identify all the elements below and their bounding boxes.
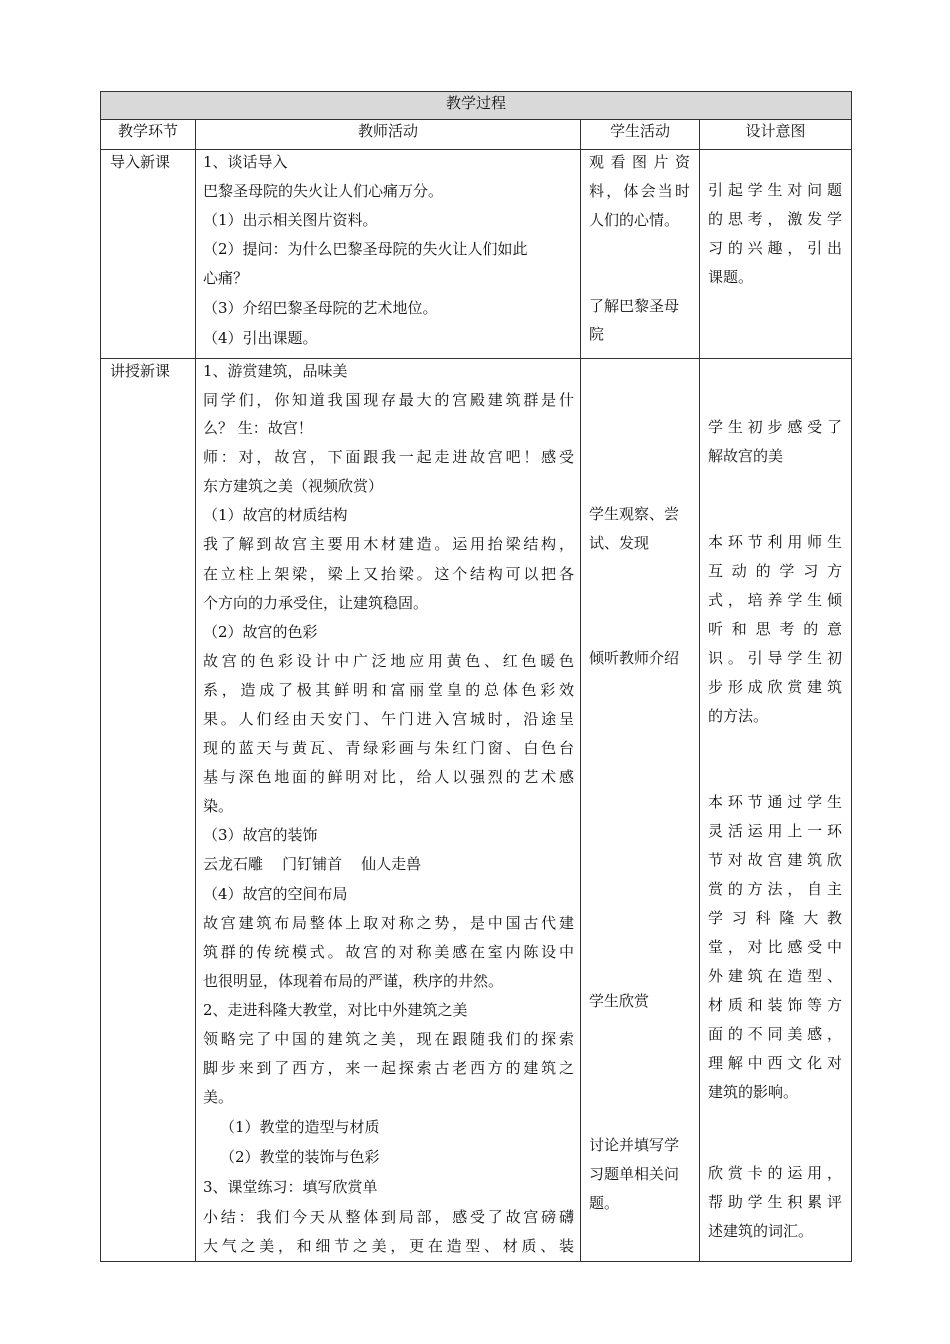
table-row-intro bbox=[101, 150, 852, 359]
teacher-line: 美。 bbox=[203, 1088, 234, 1106]
teacher-line: 基与深色地面的鲜明对比，给人以强烈的艺术感 bbox=[203, 768, 574, 786]
teacher-line: 云龙石雕 门钉铺首 仙人走兽 bbox=[203, 855, 422, 873]
intent-line: 学习科隆大教 bbox=[708, 909, 843, 927]
intent-line: 的思考，激发学 bbox=[708, 210, 843, 228]
student-line: 学生观察、尝 bbox=[589, 505, 680, 523]
teacher-line: 师：对，故宫，下面跟我一起走进故宫吧！感受 bbox=[203, 448, 574, 466]
intent-line: 识。引导学生初 bbox=[708, 649, 843, 667]
teacher-line: 在立柱上架梁，梁上又抬梁。这个结构可以把各 bbox=[203, 565, 574, 583]
teacher-line: 我了解到故宫主要用木材建造。运用抬梁结构， bbox=[203, 535, 574, 553]
intent-line: 学生初步感受了 bbox=[708, 418, 843, 436]
intent-line: 建筑的影响。 bbox=[708, 1083, 799, 1101]
teacher-line: 3、课堂练习：填写欣赏单 bbox=[203, 1178, 378, 1196]
intent-line: 步形成欣赏建筑 bbox=[708, 678, 843, 696]
teacher-cell-intro bbox=[196, 150, 581, 359]
table-title-row bbox=[101, 92, 852, 120]
teacher-line: 1、游赏建筑，品味美 bbox=[203, 362, 348, 380]
table-row-new-lesson bbox=[101, 359, 852, 1262]
intent-line: 习的兴趣，引出 bbox=[708, 239, 843, 257]
teacher-line: 现的蓝天与黄瓦、青绿彩画与朱红门窗、白色台 bbox=[203, 739, 574, 757]
intent-line: 欣赏卡的运用， bbox=[708, 1164, 843, 1182]
intent-line: 面的不同美感， bbox=[708, 1025, 843, 1043]
student-line: 讨论并填写学 bbox=[589, 1136, 680, 1154]
stage-label-intro: 导入新课 bbox=[110, 153, 171, 171]
intent-cell-intro bbox=[700, 150, 852, 359]
student-line: 倾听教师介绍 bbox=[589, 649, 680, 667]
header-teacher-activity: 教师活动 bbox=[196, 120, 581, 150]
intent-line: 述建筑的词汇。 bbox=[708, 1222, 814, 1240]
teacher-line: 2、走进科隆大教堂，对比中外建筑之美 bbox=[203, 1001, 468, 1019]
intent-line: 的方法。 bbox=[708, 707, 769, 725]
stage-label-new-lesson: 讲授新课 bbox=[110, 362, 171, 380]
student-line: 了解巴黎圣母 bbox=[589, 297, 680, 315]
student-cell-intro bbox=[581, 150, 700, 359]
intent-line: 课题。 bbox=[708, 268, 754, 286]
teacher-line: 故宫建筑布局整体上取对称之势，是中国古代建 bbox=[203, 914, 574, 932]
teacher-line: （2）故宫的色彩 bbox=[203, 623, 318, 641]
table-title: 教学过程 bbox=[101, 92, 852, 120]
intent-line: 节对故宫建筑欣 bbox=[708, 851, 843, 869]
intent-line: 灵活运用上一环 bbox=[708, 822, 843, 840]
teacher-line: 染。 bbox=[203, 797, 234, 815]
intent-line: 理解中西文化对 bbox=[708, 1054, 843, 1072]
teacher-line: （2）教堂的装饰与色彩 bbox=[220, 1148, 380, 1166]
teacher-line: 东方建筑之美（视频欣赏） bbox=[203, 477, 384, 495]
student-line: 院 bbox=[589, 325, 605, 343]
teaching-process-table bbox=[100, 91, 852, 1262]
stage-cell-new-lesson bbox=[101, 359, 196, 1262]
teacher-line: （4）故宫的空间布局 bbox=[203, 885, 348, 903]
teacher-line: 系，造成了极其鲜明和富丽堂皇的总体色彩效 bbox=[203, 681, 574, 699]
student-line: 习题单相关问 bbox=[589, 1165, 680, 1183]
teacher-line: （3）介绍巴黎圣母院的艺术地位。 bbox=[203, 299, 438, 317]
table-header-row bbox=[101, 120, 852, 150]
teacher-line: 领略完了中国的建筑之美，现在跟随我们的探索 bbox=[203, 1030, 574, 1048]
student-cell-new-lesson bbox=[581, 359, 700, 1262]
student-line: 题。 bbox=[589, 1194, 620, 1212]
teacher-line: （1）故宫的材质结构 bbox=[203, 506, 348, 524]
intent-line: 帮助学生积累评 bbox=[708, 1193, 843, 1211]
teacher-line: 同学们，你知道我国现存最大的宫殿建筑群是什 bbox=[203, 391, 574, 409]
teacher-line: 脚步来到了西方，来一起探索古老西方的建筑之 bbox=[203, 1059, 574, 1077]
teacher-line: 么？ 生：故宫！ bbox=[203, 419, 313, 437]
teacher-line: （1）教堂的造型与材质 bbox=[220, 1118, 380, 1136]
student-line: 试、发现 bbox=[589, 534, 650, 552]
stage-cell-intro bbox=[101, 150, 196, 359]
intent-line: 本环节通过学生 bbox=[708, 793, 843, 811]
intent-line: 堂，对比感受中 bbox=[708, 938, 843, 956]
teacher-line: 心痛？ bbox=[203, 269, 249, 287]
intent-line: 互动的学习方 bbox=[708, 562, 843, 580]
intent-line: 引起学生对问题 bbox=[708, 181, 843, 199]
header-stage: 教学环节 bbox=[101, 120, 196, 150]
student-line: 观看图片资 bbox=[589, 153, 690, 171]
student-line: 料，体会当时 bbox=[589, 182, 690, 200]
intent-line: 材质和装饰等方 bbox=[708, 996, 843, 1014]
intent-line: 式，培养学生倾 bbox=[708, 591, 843, 609]
teacher-line: （4）引出课题。 bbox=[203, 329, 318, 347]
teacher-line: 果。人们经由天安门、午门进入宫城时，沿途呈 bbox=[203, 710, 574, 728]
teacher-line: 大气之美，和细节之美，更在造型、材质、装 bbox=[203, 1237, 574, 1255]
student-line: 人们的心情。 bbox=[589, 211, 680, 229]
teacher-line: （1）出示相关图片资料。 bbox=[203, 211, 378, 229]
intent-line: 赏的方法，自主 bbox=[708, 880, 843, 898]
teacher-cell-new-lesson bbox=[196, 359, 581, 1262]
student-line: 学生欣赏 bbox=[589, 992, 650, 1010]
header-design-intent: 设计意图 bbox=[700, 120, 852, 150]
intent-line: 本环节利用师生 bbox=[708, 533, 843, 551]
teacher-line: （2）提问：为什么巴黎圣母院的失火让人们如此 bbox=[203, 240, 528, 258]
teacher-line: 巴黎圣母院的失火让人们心痛万分。 bbox=[203, 182, 444, 200]
intent-line: 外建筑在造型、 bbox=[708, 967, 843, 985]
intent-line: 解故宫的美 bbox=[708, 447, 784, 465]
teacher-line: （3）故宫的装饰 bbox=[203, 826, 318, 844]
teacher-line: 1、谈话导入 bbox=[203, 153, 288, 171]
teacher-line: 小结：我们今天从整体到局部，感受了故宫磅礴 bbox=[203, 1208, 574, 1226]
header-student-activity: 学生活动 bbox=[581, 120, 700, 150]
intent-cell-new-lesson bbox=[700, 359, 852, 1262]
teacher-line: 故宫的色彩设计中广泛地应用黄色、红色暖色 bbox=[203, 652, 574, 670]
teacher-line: 个方向的力承受住，让建筑稳固。 bbox=[203, 594, 429, 612]
intent-line: 听和思考的意 bbox=[708, 620, 843, 638]
teacher-line: 筑群的传统模式。故宫的对称美感在室内陈设中 bbox=[203, 943, 574, 961]
teacher-line: 也很明显，体现着布局的严谨，秩序的井然。 bbox=[203, 972, 504, 990]
